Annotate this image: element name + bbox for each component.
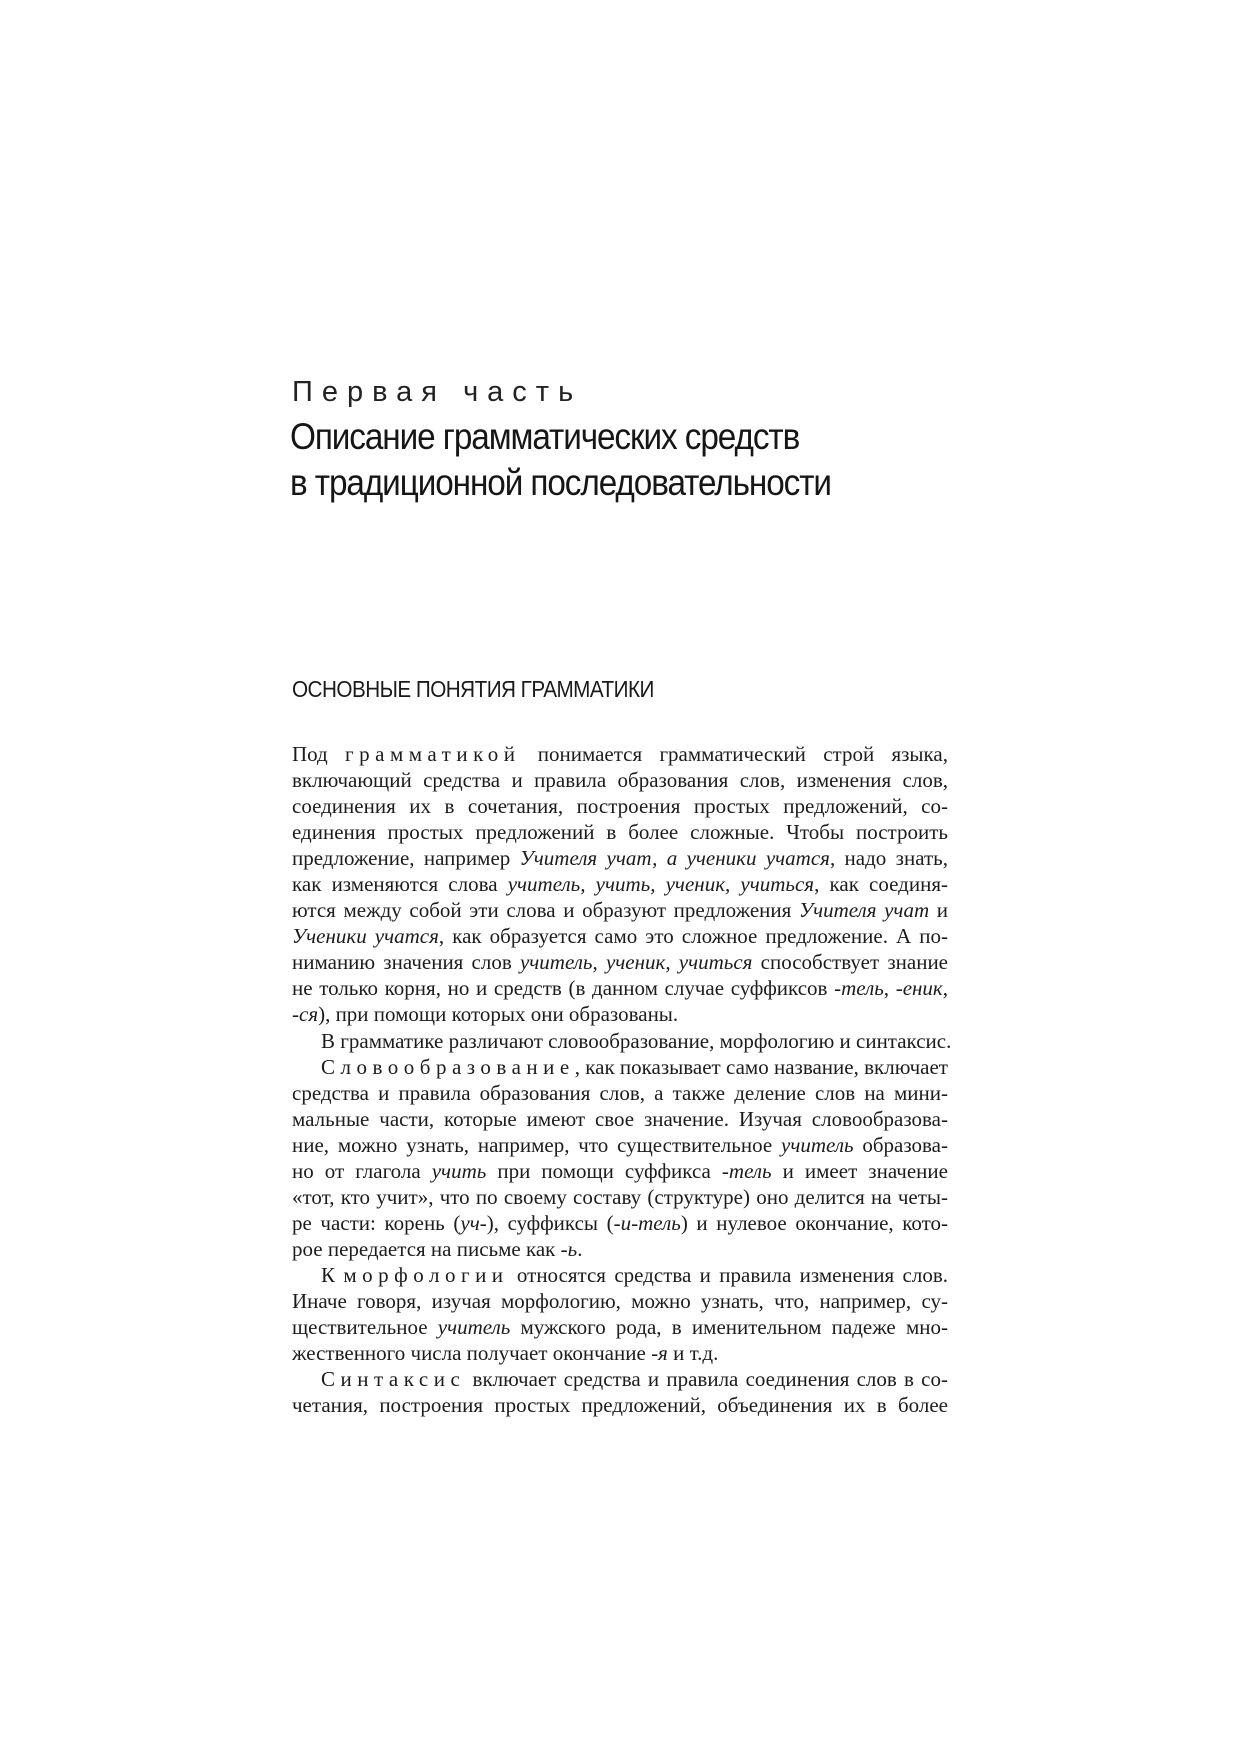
text-line (292, 819, 948, 845)
text-run: включающий средства и правила образования слов, изменения слов, (292, 768, 948, 793)
italic-example: учитель, учить, ученик, учиться (507, 872, 815, 897)
text-line (292, 1366, 948, 1392)
italic-example: -я (651, 1341, 668, 1366)
italic-example: Учителя учат, а ученики учатся (519, 846, 830, 871)
italic-example: учить (431, 1158, 487, 1183)
text-run: но от глагола (292, 1158, 432, 1183)
text-line (292, 1080, 948, 1106)
italic-example: -тель (834, 976, 884, 1001)
text-line (292, 1210, 948, 1236)
text-line (292, 1132, 948, 1158)
text-run: жественного числа получает окончание (292, 1341, 652, 1366)
text-run: четания, построения простых предложений, объединения их в более (292, 1393, 948, 1418)
text-run: К (321, 1262, 344, 1287)
text-line (292, 949, 948, 975)
text-run: ние, можно узнать, например, что существительное (292, 1132, 782, 1157)
italic-example: -и-тель (613, 1210, 681, 1235)
text-run: , (942, 976, 949, 1001)
text-line (292, 975, 948, 1001)
text-run: ществительное (292, 1315, 438, 1340)
text-run: предложение, например (292, 846, 520, 871)
text-line (292, 1028, 952, 1054)
text-run: В грамматике различают словообразование, морфологию и синтаксис. (321, 1028, 952, 1053)
text-run: ) и нулевое окончание, кото- (680, 1210, 948, 1235)
text-run: Под (292, 742, 346, 766)
text-line (292, 1158, 948, 1184)
italic-example: учитель (781, 1132, 854, 1157)
text-run: и т.д. (667, 1341, 719, 1366)
text-line (292, 923, 948, 949)
part-title-line: Описание грамматических средств (290, 416, 800, 457)
italic-example: учитель (437, 1315, 511, 1340)
text-run: мальные части, которые имеют свое значение. Изучая словообразова- (292, 1106, 948, 1131)
italic-example: -еник (895, 976, 943, 1001)
text-run: включает средства и правила соединения слов в со- (465, 1367, 948, 1392)
section-heading: ОСНОВНЫЕ ПОНЯТИЯ ГРАММАТИКИ (292, 676, 654, 702)
text-run: единения простых предложений в более сложные. Чтобы построить (292, 820, 948, 845)
text-run: и (929, 898, 948, 923)
text-run: , (883, 976, 896, 1001)
body-text (292, 741, 952, 1418)
part-title (290, 414, 920, 506)
text-run: не только корня, но и средств (в данном случае суффиксов (292, 976, 835, 1001)
text-run: ре части: корень ( (292, 1210, 461, 1235)
text-line (292, 1340, 948, 1366)
text-line (292, 871, 948, 897)
text-line (292, 1054, 948, 1080)
spaced-term: морфологии (343, 1262, 509, 1287)
text-run: понимается грамматический строй языка, (520, 742, 948, 766)
text-run: , как показывает само название, включает (574, 1054, 948, 1079)
text-line (292, 767, 948, 793)
spaced-term: грамматикой (345, 742, 521, 766)
text-line (292, 1236, 948, 1262)
text-run: образова- (853, 1132, 948, 1157)
text-run: мужского рода, в именительном падеже мно- (510, 1315, 948, 1340)
text-run: Иначе говоря, изучая морфологию, можно узнать, что, например, су- (292, 1288, 948, 1313)
text-run: средства и правила образования слов, а также деление слов на мини- (292, 1080, 948, 1105)
text-line (292, 897, 948, 923)
text-line (292, 1288, 948, 1314)
part-title-line: в традиционной последовательности (290, 462, 831, 503)
italic-example: -ь (560, 1236, 578, 1261)
text-run: способствует знание (752, 950, 948, 975)
text-run: ), суффиксы ( (486, 1210, 614, 1235)
text-run: относятся средства и правила изменения слов. (508, 1262, 948, 1287)
text-line (292, 1314, 948, 1340)
text-run: ются между собой эти слова и образуют предложения (292, 898, 799, 923)
text-run: и имеет значение (771, 1158, 948, 1183)
text-line (292, 1392, 948, 1418)
text-run: . (577, 1236, 583, 1261)
spaced-term: Словообразование (321, 1054, 575, 1079)
italic-example: уч- (460, 1210, 487, 1235)
text-run: «тот, кто учит», что по своему составу (структуре) оно делится на четы- (292, 1184, 948, 1209)
text-line (292, 741, 948, 767)
part-label: Первая часть (292, 376, 583, 408)
text-run: при помощи суффикса (486, 1158, 722, 1183)
text-run: ниманию значения слов (292, 950, 520, 975)
text-run: , как образуется само это сложное предложение. А по- (438, 924, 949, 949)
italic-example: учитель, ученик, учиться (519, 950, 753, 975)
text-run: , надо знать, (829, 846, 948, 871)
text-line (292, 793, 948, 819)
text-run: , как соединя- (814, 872, 948, 897)
italic-example: -ся (292, 1002, 319, 1027)
italic-example: Ученики учатся (292, 924, 439, 949)
text-line (292, 1262, 948, 1288)
text-run: как изменяются слова (292, 872, 508, 897)
text-line (292, 845, 948, 871)
spaced-term: Синтаксис (321, 1367, 466, 1392)
text-line (292, 1106, 948, 1132)
italic-example: Учителя учат (798, 898, 930, 923)
text-run: соединения их в сочетания, построения простых предложений, со- (292, 794, 948, 819)
text-line (292, 1001, 948, 1027)
text-run: рое передается на письме как (292, 1236, 561, 1261)
text-line (292, 1184, 948, 1210)
italic-example: -тель (721, 1158, 772, 1183)
text-run: ), при помощи которых они образованы. (318, 1002, 679, 1027)
